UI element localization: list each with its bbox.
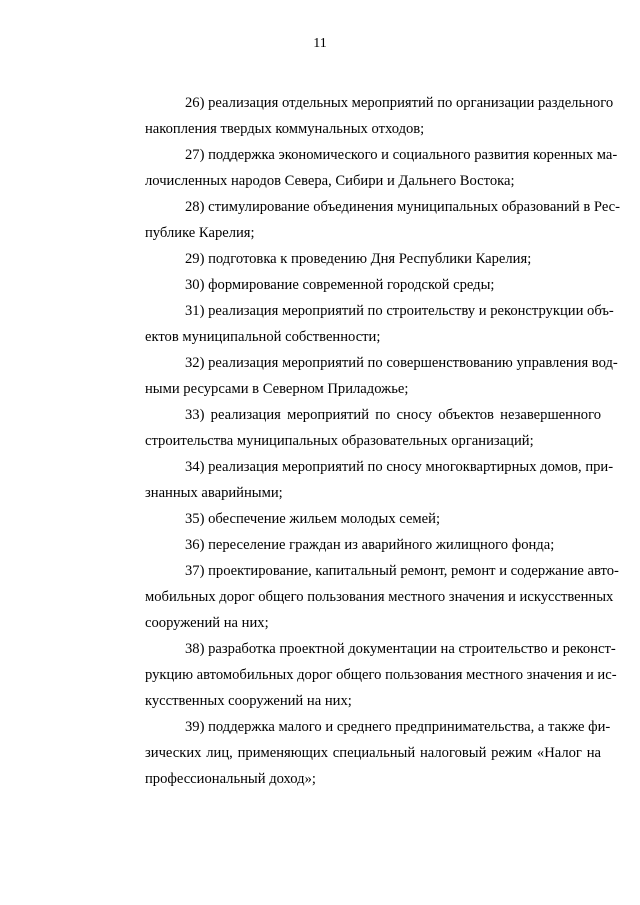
text-line: кусственных сооружений на них;	[145, 693, 352, 709]
list-item	[105, 90, 614, 142]
text-line: 30) формирование современной городской среды;	[185, 277, 495, 293]
text-line: ектов муниципальной собственности;	[145, 329, 381, 345]
list-item	[105, 558, 619, 636]
text-line: рукцию автомобильных дорог общего пользования местного значения и ис-	[145, 667, 617, 683]
list-item	[105, 246, 601, 272]
list-item	[105, 714, 611, 792]
list-item	[105, 532, 601, 558]
text-line: мобильных дорог общего пользования местного значения и искусственных	[145, 589, 614, 605]
text-line: 32) реализация мероприятий по совершенствованию управления вод-	[185, 355, 618, 371]
text-line: 27) поддержка экономического и социального развития коренных ма-	[185, 147, 618, 163]
text-line: строительства муниципальных образовательных организаций;	[145, 433, 534, 449]
text-line: 38) разработка проектной документации на строительство и реконст-	[185, 641, 616, 657]
text-line: 31) реализация мероприятий по строительству и реконструкции объ-	[185, 303, 614, 319]
text-line: ными ресурсами в Северном Приладожье;	[145, 381, 409, 397]
text-line: 28) стимулирование объединения муниципальных образований в Рес-	[185, 199, 621, 215]
text-line: 36) переселение граждан из аварийного жилищного фонда;	[185, 537, 555, 553]
list-item	[105, 350, 618, 402]
list-item	[105, 636, 617, 714]
text-line: 34) реализация мероприятий по сносу многоквартирных домов, при-	[185, 459, 614, 475]
text-line: 29) подготовка к проведению Дня Республики Карелия;	[185, 251, 532, 267]
page-number: 11	[313, 36, 327, 51]
list-item	[105, 142, 618, 194]
text-line: 39) поддержка малого и среднего предпринимательства, а также фи-	[185, 719, 611, 735]
text-line: сооружений на них;	[145, 615, 269, 631]
text-line: 37) проектирование, капитальный ремонт, ремонт и содержание авто-	[185, 563, 619, 579]
text-line: зических лиц, применяющих специальный налоговый режим «Налог на	[145, 745, 601, 761]
text-line: публике Карелия;	[145, 225, 255, 241]
list-item	[105, 402, 601, 454]
list-item	[105, 506, 601, 532]
list-item	[105, 454, 614, 506]
text-line: лочисленных народов Севера, Сибири и Дальнего Востока;	[145, 173, 515, 189]
text-line: 33) реализация мероприятий по сносу объектов незавершенного	[185, 407, 601, 423]
text-line: 26) реализация отдельных мероприятий по организации раздельного	[185, 95, 614, 111]
list-item	[105, 194, 621, 246]
list-item	[105, 298, 614, 350]
text-line: накопления твердых коммунальных отходов;	[145, 121, 425, 137]
list-item	[105, 272, 601, 298]
text-line: профессиональный доход»;	[145, 771, 316, 787]
text-line: 35) обеспечение жильем молодых семей;	[185, 511, 441, 527]
text-line: знанных аварийными;	[145, 485, 283, 501]
document-body	[105, 90, 621, 792]
